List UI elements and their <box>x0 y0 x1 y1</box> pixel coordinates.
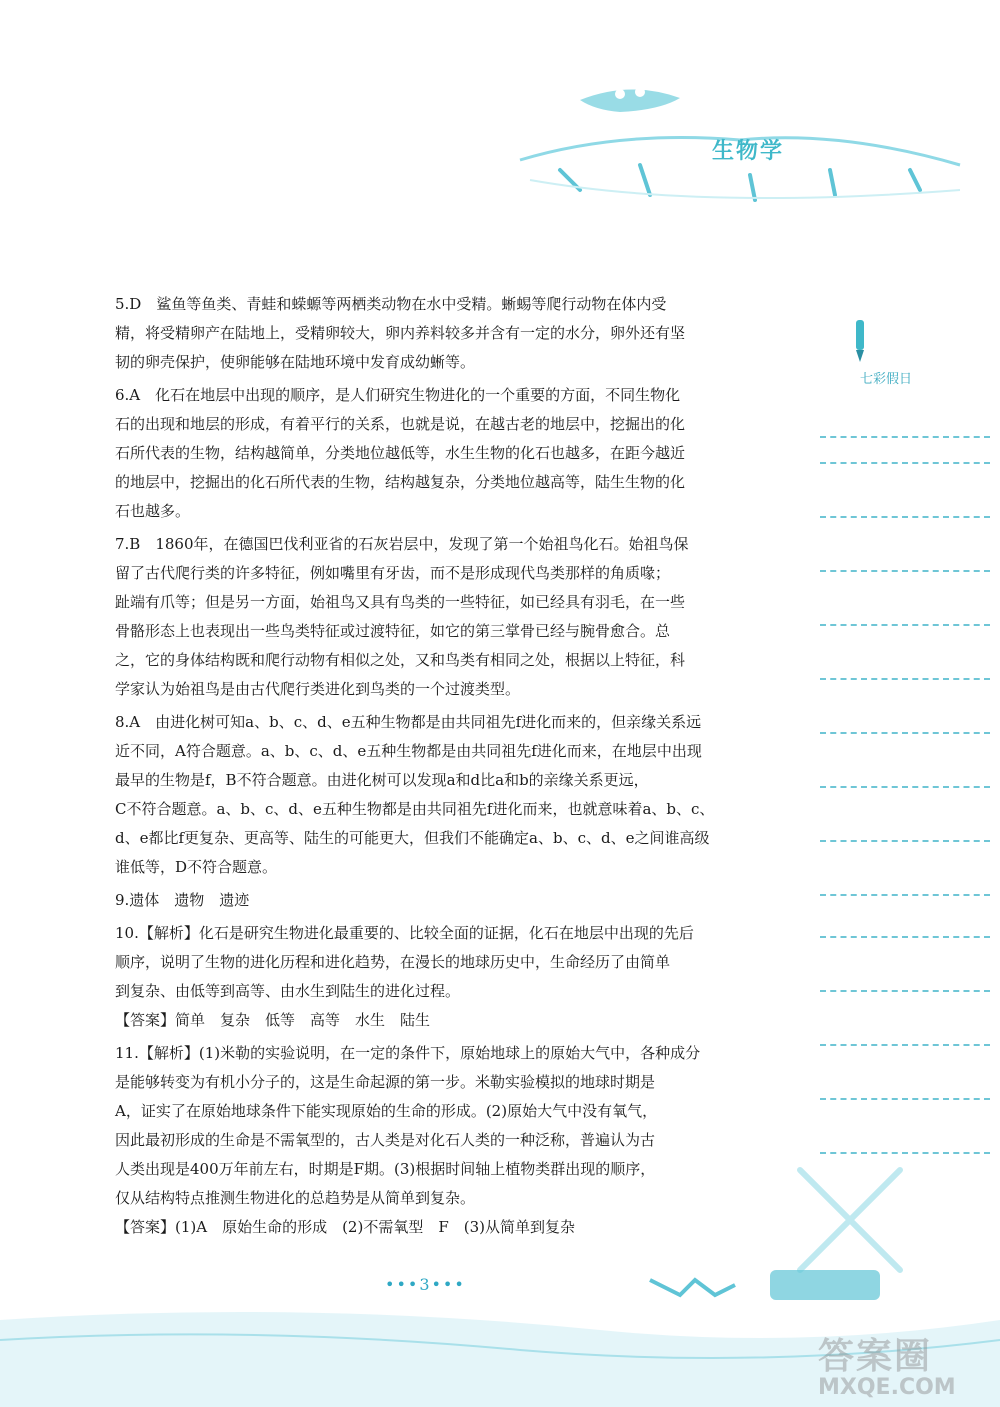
note-line <box>820 732 990 734</box>
text-line: 11.【解析】(1)米勒的实验说明，在一定的条件下，原始地球上的原始大气中，各种成分 <box>115 1044 701 1062</box>
text-line: 顺序，说明了生物的进化历程和进化趋势，在漫长的地球历史中，生命经历了由简单 <box>115 953 671 971</box>
text-line: 谁低等，D不符合题意。 <box>115 858 278 876</box>
text-line: 韧的卵壳保护，使卵能够在陆地环境中发育成幼蜥等。 <box>115 353 476 371</box>
text-line: 之，它的身体结构既和爬行动物有相似之处，又和鸟类有相同之处，根据以上特征，科 <box>115 651 686 669</box>
note-line <box>820 678 990 680</box>
text-line: 最早的生物是f，B不符合题意。由进化树可以发现a和d比a和b的亲缘关系更远， <box>115 771 649 789</box>
text-line: 8.A 由进化树可知a、b、c、d、e五种生物都是由共同祖先f进化而来的，但亲缘关系远 <box>115 713 702 731</box>
text-line: 石所代表的生物，结构越简单，分类地位越低等，水生生物的化石也越多，在距今越近 <box>115 444 686 462</box>
text-line: C不符合题意。a、b、c、d、e五种生物都是由共同祖先f进化而来，也就意味着a、b、c、 <box>115 800 715 818</box>
text-line: 6.A 化石在地层中出现的顺序，是人们研究生物进化的一个重要的方面，不同生物化 <box>115 386 681 404</box>
note-line <box>820 936 990 938</box>
text-line: 到复杂、由低等到高等、由水生到陆生的进化过程。 <box>115 982 461 1000</box>
note-line <box>820 624 990 626</box>
note-line <box>820 436 990 438</box>
text-line: 学家认为始祖鸟是由古代爬行类进化到鸟类的一个过渡类型。 <box>115 680 521 698</box>
note-line <box>820 1098 990 1100</box>
answer-item-7 <box>115 530 755 704</box>
text-line: 近不同，A符合题意。a、b、c、d、e五种生物都是由共同祖先f进化而来，在地层中出现 <box>115 742 702 760</box>
answer-item-9 <box>115 886 755 915</box>
note-line <box>820 990 990 992</box>
text-line: 7.B 1860年，在德国巴伐利亚省的石灰岩层中，发现了第一个始祖鸟化石。始祖鸟保 <box>115 535 689 553</box>
watermark-logo-url: MXQE.COM <box>818 1375 956 1400</box>
header-title: 生物学 <box>712 139 785 164</box>
page-number: •••3••• <box>385 1275 466 1294</box>
text-line: 10.【解析】化石是研究生物进化最重要的、比较全面的证据，化石在地层中出现的先后 <box>115 924 694 942</box>
text-line: 精，将受精卵产在陆地上，受精卵较大，卵内养料较多并含有一定的水分，卵外还有坚 <box>115 324 686 342</box>
text-line: 石也越多。 <box>115 502 191 520</box>
text-line: 骨骼形态上也表现出一些鸟类特征或过渡特征，如它的第三掌骨已经与腕骨愈合。总 <box>115 622 671 640</box>
note-line <box>820 786 990 788</box>
pen-icon <box>848 318 872 364</box>
text-line: 人类出现是400万年前左右，时期是F期。(3)根据时间轴上植物类群出现的顺序， <box>115 1160 656 1178</box>
answer-line: 【答案】简单 复杂 低等 高等 水生 陆生 <box>115 1011 431 1029</box>
text-line: 的地层中，挖掘出的化石所代表的生物，结构越复杂，分类地位越高等，陆生生物的化 <box>115 473 686 491</box>
note-line <box>820 516 990 518</box>
answer-content <box>115 290 755 1246</box>
text-line: 5.D 鲨鱼等鱼类、青蛙和蝾螈等两栖类动物在水中受精。蜥蜴等爬行动物在体内受 <box>115 295 667 313</box>
answer-item-5 <box>115 290 755 377</box>
text-line: 9.遗体 遗物 遗迹 <box>115 891 250 909</box>
note-line <box>820 840 990 842</box>
answer-item-6 <box>115 381 755 526</box>
text-line: 石的出现和地层的形成，有着平行的关系，也就是说，在越古老的地层中，挖掘出的化 <box>115 415 686 433</box>
note-line <box>820 570 990 572</box>
note-line <box>820 1044 990 1046</box>
text-line: 趾端有爪等；但是另一方面，始祖鸟又具有鸟类的一些特征，如已经具有羽毛，在一些 <box>115 593 686 611</box>
note-line <box>820 894 990 896</box>
text-line: A，证实了在原始地球条件下能实现原始的生命的形成。(2)原始大气中没有氧气， <box>115 1102 658 1120</box>
text-line: 仅从结构特点推测生物进化的总趋势是从简单到复杂。 <box>115 1189 476 1207</box>
watermark-logo-text: 答案圈 <box>818 1336 933 1377</box>
text-line: 留了古代爬行类的许多特征，例如嘴里有牙齿，而不是形成现代鸟类那样的角质喙； <box>115 564 671 582</box>
text-line: 因此最初形成的生命是不需氧型的，古人类是对化石人类的一种泛称，普遍认为古 <box>115 1131 656 1149</box>
margin-label: 七彩假日 <box>860 372 913 387</box>
margin-notes <box>820 318 990 1238</box>
note-line <box>820 1152 990 1154</box>
answer-item-10 <box>115 919 755 1035</box>
note-line <box>820 462 990 464</box>
text-line: 是能够转变为有机小分子的，这是生命起源的第一步。米勒实验模拟的地球时期是 <box>115 1073 656 1091</box>
answer-item-8 <box>115 708 755 882</box>
text-line: d、e都比f更复杂、更高等、陆生的可能更大，但我们不能确定a、b、c、d、e之间谁高级 <box>115 829 710 847</box>
answer-line: 【答案】(1)A 原始生命的形成 (2)不需氧型 F (3)从简单到复杂 <box>115 1218 575 1236</box>
